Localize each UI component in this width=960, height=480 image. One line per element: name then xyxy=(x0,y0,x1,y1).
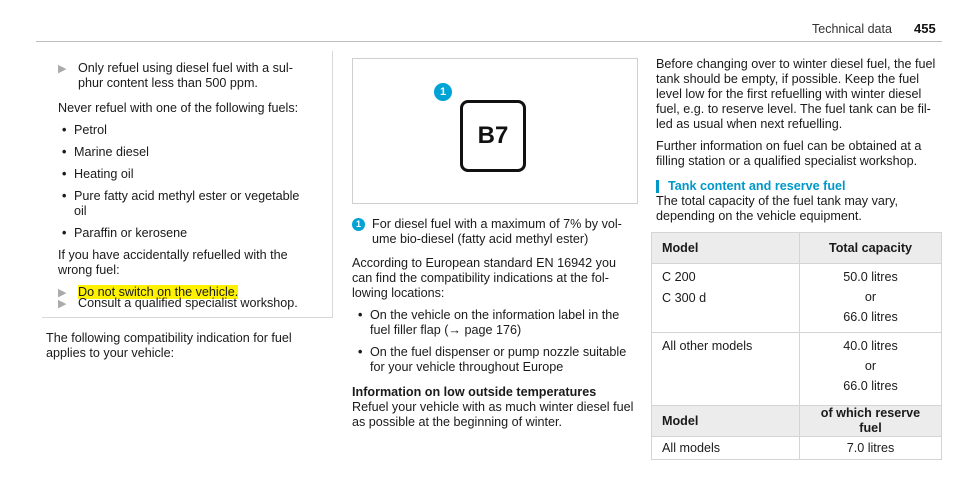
b7-fuel-label: B7 xyxy=(460,100,526,172)
fuel-item: • Petrol xyxy=(62,123,107,137)
instruction-only-refuel: ▶ Only refuel using diesel fuel with a sul- xyxy=(58,61,293,75)
fuel-item: • Paraffin or kerosene xyxy=(62,226,188,240)
table-cell: 40.0 litres or 66.0 litres xyxy=(800,333,942,406)
model-name: C 300 d xyxy=(662,291,707,305)
bullet-icon: • xyxy=(62,145,67,159)
table-cell: All other models xyxy=(652,333,800,406)
bullet-icon: • xyxy=(62,123,67,137)
step-do-not-switch-on: ▶ Do not switch on the vehicle. xyxy=(58,285,239,299)
winter-text-cont: led as usual when next refuelling. xyxy=(656,117,843,131)
further-info-text-cont: filling station or a qualified specialist workshop. xyxy=(656,154,918,168)
instruction-only-refuel-cont: phur content less than 500 ppm. xyxy=(78,76,258,90)
step-arrow-icon: ▶ xyxy=(58,287,67,299)
table-header-row xyxy=(652,406,942,437)
section-marker xyxy=(656,180,659,193)
location-page-reference[interactable]: fuel filler flap (→ page 176) xyxy=(370,323,522,337)
step-arrow-icon: ▶ xyxy=(58,63,67,75)
low-temp-heading: Information on low outside temperatures xyxy=(352,385,597,399)
table-header-cell: Model xyxy=(652,406,800,437)
bullet-icon: • xyxy=(62,226,67,240)
capacity-text: The total capacity of the fuel tank may vary, xyxy=(656,194,898,208)
fuel-item: • Heating oil xyxy=(62,167,134,181)
section-heading-tank-content: Tank content and reserve fuel xyxy=(668,179,846,193)
standard-text-cont: can find the compatibility indications at the fol- xyxy=(352,271,609,285)
table-cell: 50.0 litres or 66.0 litres xyxy=(800,264,942,333)
fuel-item: • Marine diesel xyxy=(62,145,149,159)
winter-text: Before changing over to winter diesel fuel, the fuel xyxy=(656,57,936,71)
table-cell: 7.0 litres xyxy=(800,437,942,460)
table-header-cell: of which reserve fuel xyxy=(800,406,942,437)
header-rule xyxy=(36,41,942,42)
standard-text: According to European standard EN 16942 you xyxy=(352,256,616,270)
low-temp-text: Refuel your vehicle with as much winter diesel fuel xyxy=(352,400,634,414)
table-row xyxy=(652,264,942,333)
legend-badge: 1 xyxy=(352,218,365,231)
table-header-row xyxy=(652,233,942,264)
running-header-title: Technical data xyxy=(812,22,892,36)
further-info-text: Further information on fuel can be obtained at a xyxy=(656,139,922,153)
standard-text-cont: lowing locations: xyxy=(352,286,445,300)
step-consult-workshop: ▶ Consult a qualified specialist workshop. xyxy=(58,296,298,310)
bullet-icon: • xyxy=(358,308,363,322)
winter-text-cont: fuel, e.g. to reserve level. The fuel tank can be fil- xyxy=(656,102,931,116)
winter-text-cont: tank should be empty, if possible. Keep the fuel xyxy=(656,72,919,86)
callout-badge: 1 xyxy=(434,83,452,101)
bullet-icon: • xyxy=(62,189,67,203)
fuel-item-cont: oil xyxy=(74,204,87,218)
table-row xyxy=(652,437,942,460)
location-item: • On the vehicle on the information label in the xyxy=(358,308,620,322)
never-refuel-text: Never refuel with one of the following fuels: xyxy=(58,101,299,115)
page-number: 455 xyxy=(914,21,936,36)
bullet-icon: • xyxy=(62,167,67,181)
compat-text-cont: applies to your vehicle: xyxy=(46,346,175,360)
compat-text: The following compatibility indication for fuel xyxy=(46,331,292,345)
capacity-text-cont: depending on the vehicle equipment. xyxy=(656,209,862,223)
legend-text: For diesel fuel with a maximum of 7% by vol- xyxy=(372,217,622,231)
model-name: C 200 xyxy=(662,270,696,284)
location-item: • On the fuel dispenser or pump nozzle suitable xyxy=(358,345,627,359)
table-header-cell: Model xyxy=(652,233,800,264)
location-item-cont: for your vehicle throughout Europe xyxy=(370,360,564,374)
winter-text-cont: level low for the first refuelling with winter diesel xyxy=(656,87,922,101)
tank-capacity-table xyxy=(651,232,942,460)
table-row xyxy=(652,333,942,406)
table-cell: All models xyxy=(652,437,800,460)
table-header-cell: Total capacity xyxy=(800,233,942,264)
legend-text-cont: ume bio-diesel (fatty acid methyl ester) xyxy=(372,232,589,246)
accident-text: If you have accidentally refuelled with the xyxy=(58,248,288,262)
bullet-icon: • xyxy=(358,345,363,359)
low-temp-text-cont: as possible at the beginning of winter. xyxy=(352,415,563,429)
table-cell xyxy=(652,264,800,333)
fuel-item: • Pure fatty acid methyl ester or vegetable xyxy=(62,189,300,203)
accident-text-cont: wrong fuel: xyxy=(58,263,120,277)
step-arrow-icon: ▶ xyxy=(58,298,67,310)
